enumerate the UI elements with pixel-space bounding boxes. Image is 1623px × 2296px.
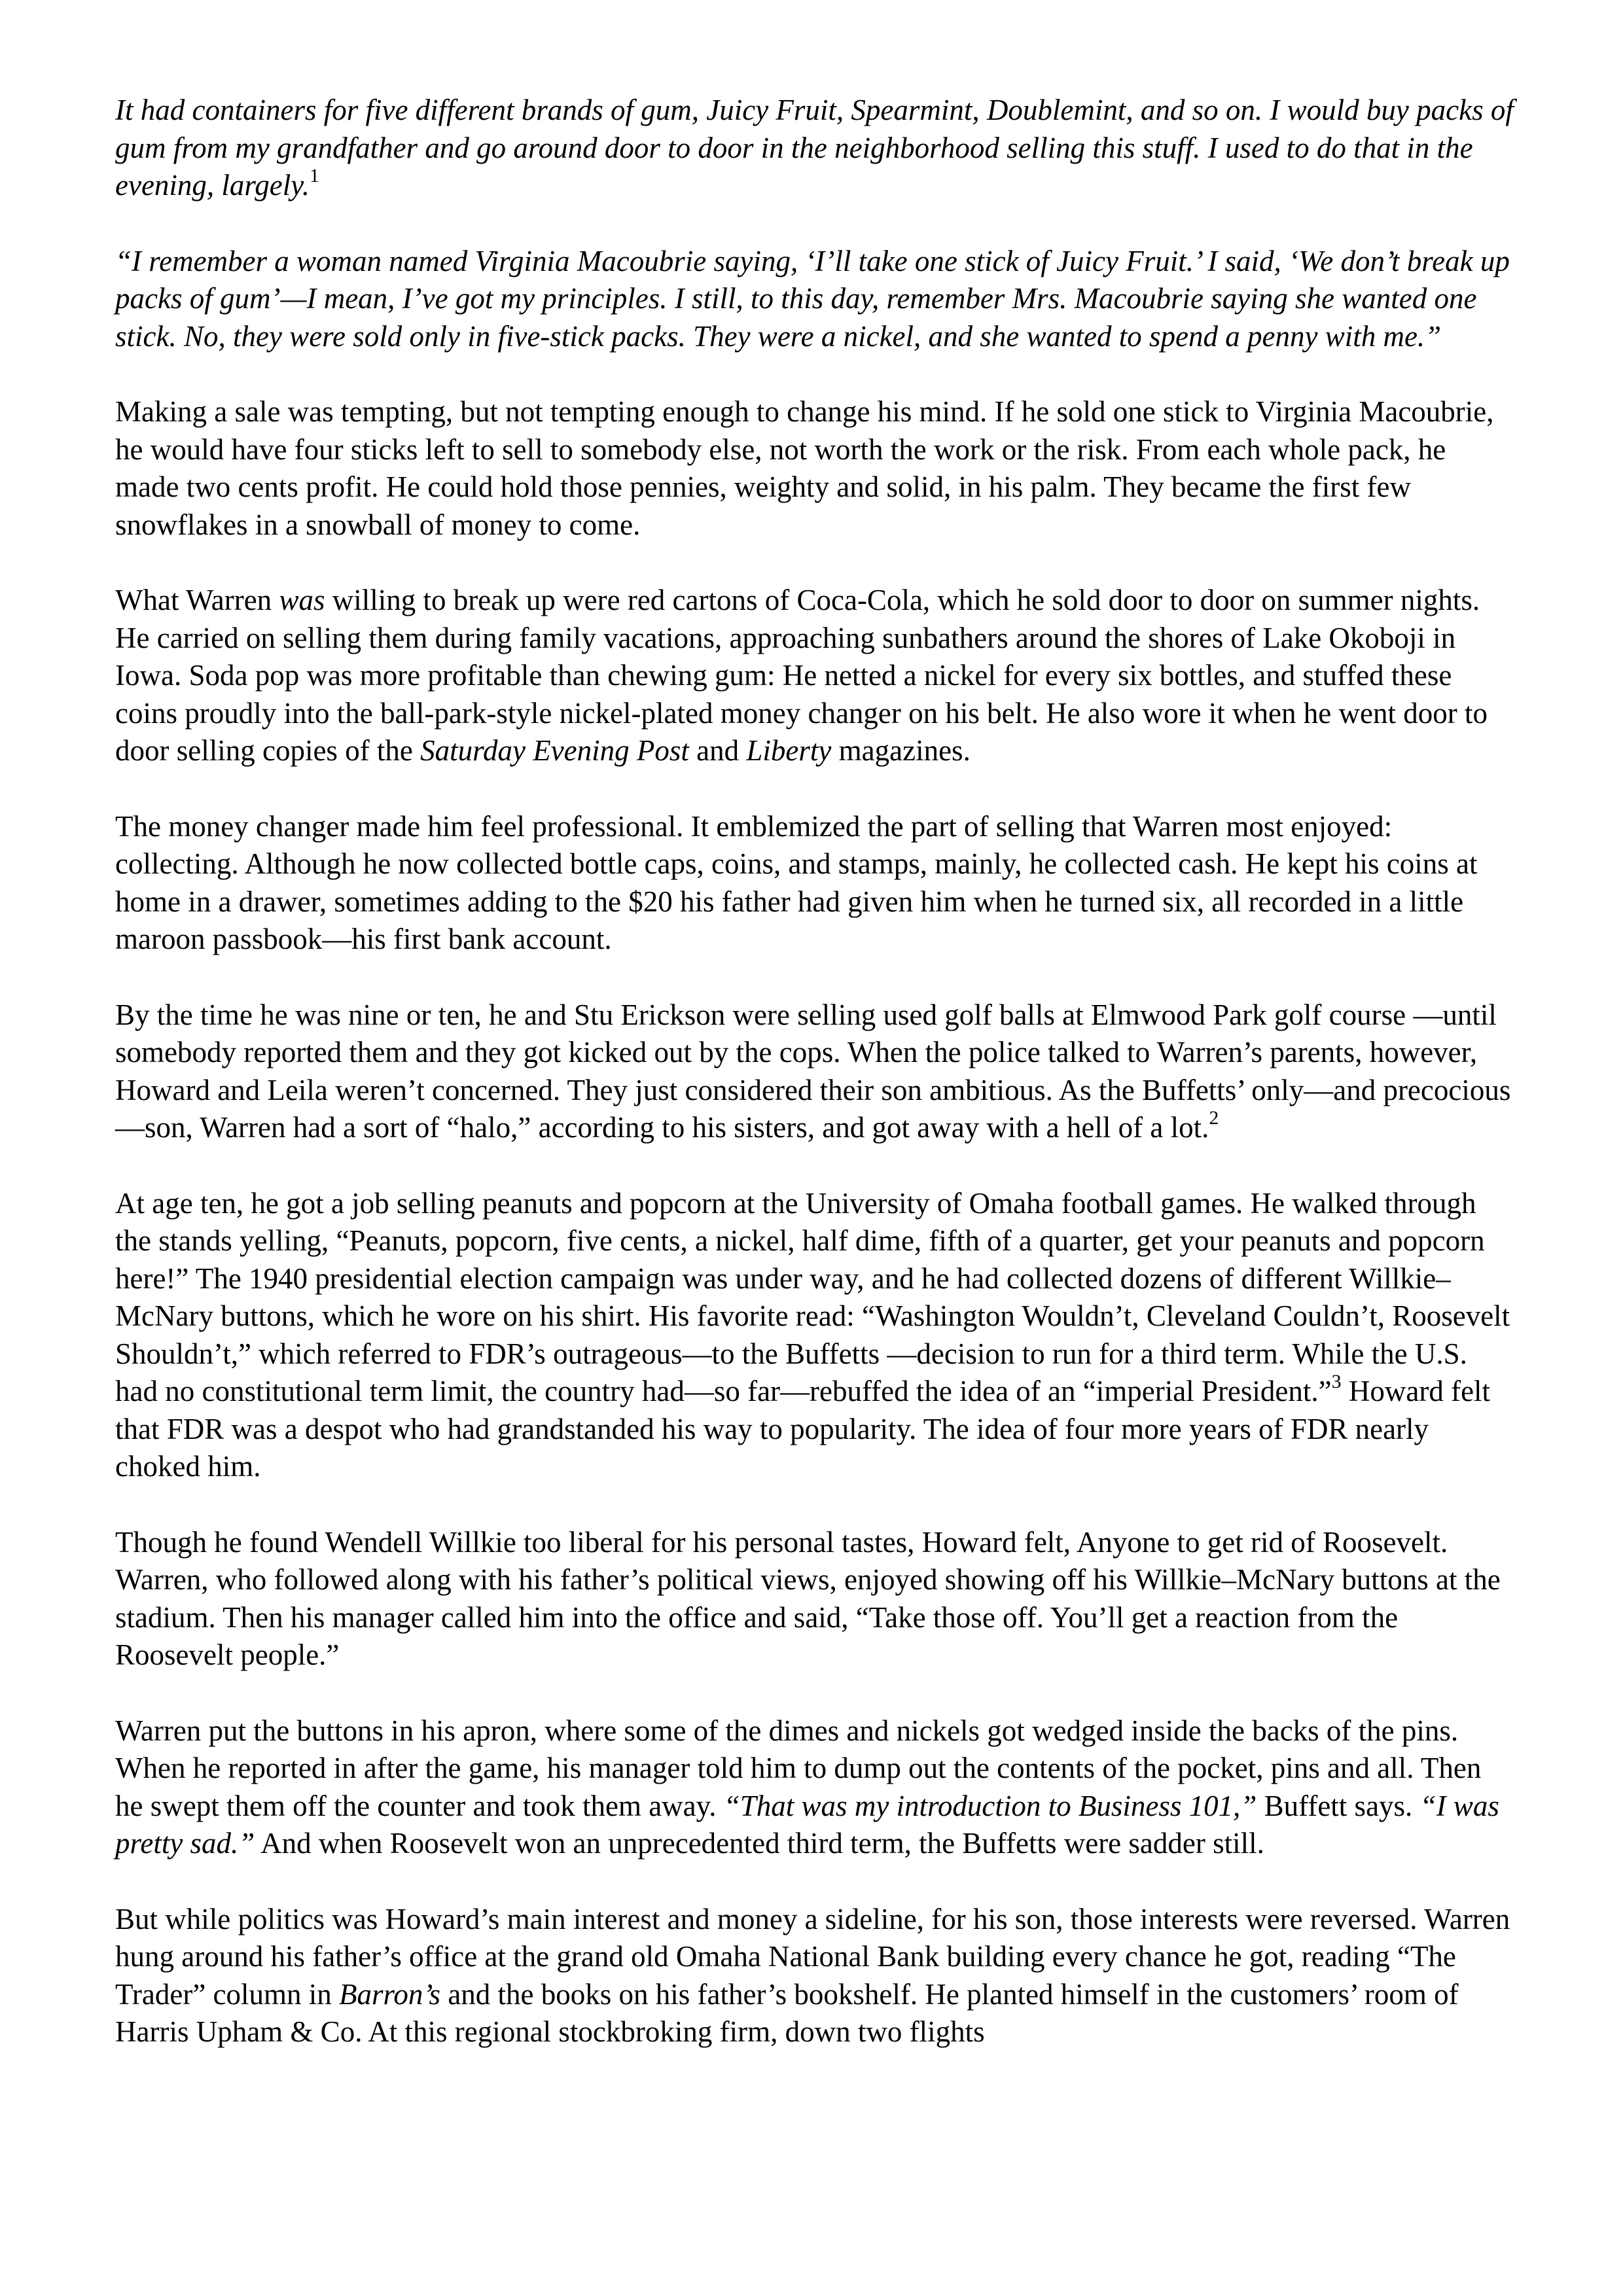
- text-run: Howard felt that FDR was a despot who had grandstanded his way to popularity. The idea of four more years of FDR nearly choked him.: [115, 1375, 1491, 1483]
- text-run: The money changer made him feel professional. It emblemized the part of selling that Warren most enjoyed: collecting. Although he now collected bottle caps, coins, and stamps, mainly, he collected cash. He kept his coins at home in a drawer, sometimes adding to the $20 his father had given him when he turned six, all recorded in a little maroon passbook—his first bank account.: [115, 809, 1478, 955]
- paragraph-gum-quote: [115, 92, 1516, 205]
- quote-run: “I was pretty sad.”: [115, 1789, 1499, 1860]
- publication-title: Barron’s: [339, 1977, 441, 2011]
- text-run: What Warren: [115, 584, 279, 616]
- paragraph-willkie: [115, 1524, 1516, 1674]
- text-run: Warren put the buttons in his apron, where some of the dimes and nickels got wedged inside the backs of the pins. When he reported in after the game, his manager told him to dump out the contents of the pocket, pins and all. Then he swept them off the counter and took them away.: [115, 1714, 1482, 1822]
- text-run: Buffett says.: [1257, 1789, 1420, 1822]
- paragraph-coca-cola: [115, 582, 1516, 770]
- magazine-title: Liberty: [746, 734, 832, 767]
- footnote-ref-1[interactable]: 1: [309, 165, 319, 186]
- text-run-emphasis: was: [279, 584, 325, 616]
- paragraph-making-a-sale: [115, 393, 1516, 544]
- text-run: magazines.: [831, 734, 971, 767]
- paragraph-money-changer: [115, 808, 1516, 959]
- text-run: At age ten, he got a job selling peanuts and popcorn at the University of Omaha football games. He walked through the stands yelling, “Peanuts, popcorn, five cents, a nickel, half dime, fifth of a quarter, get your peanuts and popcorn here!” The 1940 presidential election campaign was under way, and he had collected dozens of different Willkie–McNary buttons, which he wore on his shirt. His favorite read: “Washington Wouldn’t, Cleveland Couldn’t, Roosevelt Shouldn’t,” which referred to FDR’s outrageous—to the Buffetts —decision to run for a third term. While the U.S. had no constitutional term limit, the country had—so far—rebuffed the idea of an “imperial President.”: [115, 1186, 1510, 1407]
- footnote-ref-3[interactable]: 3: [1331, 1371, 1342, 1392]
- paragraph-golf-balls: [115, 997, 1516, 1147]
- text-run: It had containers for five different brands of gum, Juicy Fruit, Spearmint, Doublemint, and so on. I would buy packs of gum from my grandfather and go around door to door in the neighborhood selling this stuff. I used to do that in the evening, largely.: [115, 94, 1514, 202]
- text-run: and: [688, 734, 747, 767]
- paragraph-buttons-apron: [115, 1712, 1516, 1863]
- document-page: [115, 92, 1516, 2051]
- text-run: Though he found Wendell Willkie too liberal for his personal tastes, Howard felt, Anyone to get rid of Roosevelt. Warren, who followed along with his father’s political views, enjoyed showing off his Willkie–McNary buttons at the stadium. Then his manager called him into the office and said, “Take those off. You’ll get a reaction from the Roosevelt people.”: [115, 1525, 1501, 1671]
- text-run: “I remember a woman named Virginia Macoubrie saying, ‘I’ll take one stick of Juicy Fruit.’ I said, ‘We don’t break up packs of gum’—I mean, I’ve got my principles. I still, to this day, remember Mrs. Macoubrie saying she wanted one stick. No, they were sold only in five-stick packs. They were a nickel, and she wanted to spend a penny with me.”: [115, 244, 1510, 353]
- footnote-ref-2[interactable]: 2: [1209, 1107, 1219, 1129]
- text-run: willing to break up were red cartons of Coca-Cola, which he sold door to door on summer nights. He carried on selling them during family vacations, approaching sunbathers around the shores of Lake Okoboji in Iowa. Soda pop was more profitable than chewing gum: He netted a nickel for every six bottles, and stuffed these coins proudly into the ball-park-style nickel-plated money changer on his belt. He also wore it when he went door to door selling copies of the: [115, 584, 1488, 767]
- text-run: By the time he was nine or ten, he and Stu Erickson were selling used golf balls at Elmwood Park golf course —until somebody reported them and they got kicked out by the cops. When the police talked to Warren’s parents, however, Howard and Leila weren’t concerned. They just considered their son ambitious. As the Buffetts’ only—and precocious—son, Warren had a sort of “halo,” according to his sisters, and got away with a hell of a lot.: [115, 998, 1511, 1144]
- text-run: But while politics was Howard’s main interest and money a sideline, for his son, those interests were reversed. Warren hung around his father’s office at the grand old Omaha National Bank building every chance he got, reading “The Trader” column in: [115, 1902, 1510, 2011]
- text-run: and the books on his father’s bookshelf. He planted himself in the customers’ room of Harris Upham & Co. At this regional stockbroking firm, down two flights: [115, 1977, 1459, 2048]
- quote-run: “That was my introduction to Business 101,”: [723, 1789, 1257, 1822]
- paragraph-macoubrie-quote: [115, 243, 1516, 356]
- paragraph-peanuts-popcorn: [115, 1185, 1516, 1486]
- text-run: Making a sale was tempting, but not tempting enough to change his mind. If he sold one stick to Virginia Macoubrie, he would have four sticks left to sell to somebody else, not worth the work or the risk. From each whole pack, he made two cents profit. He could hold those pennies, weighty and solid, in his palm. They became the first few snowflakes in a snowball of money to come.: [115, 395, 1494, 541]
- paragraph-politics-money: [115, 1901, 1516, 2051]
- magazine-title: Saturday Evening Post: [420, 734, 689, 767]
- text-run: And when Roosevelt won an unprecedented third term, the Buffetts were sadder still.: [255, 1827, 1264, 1860]
